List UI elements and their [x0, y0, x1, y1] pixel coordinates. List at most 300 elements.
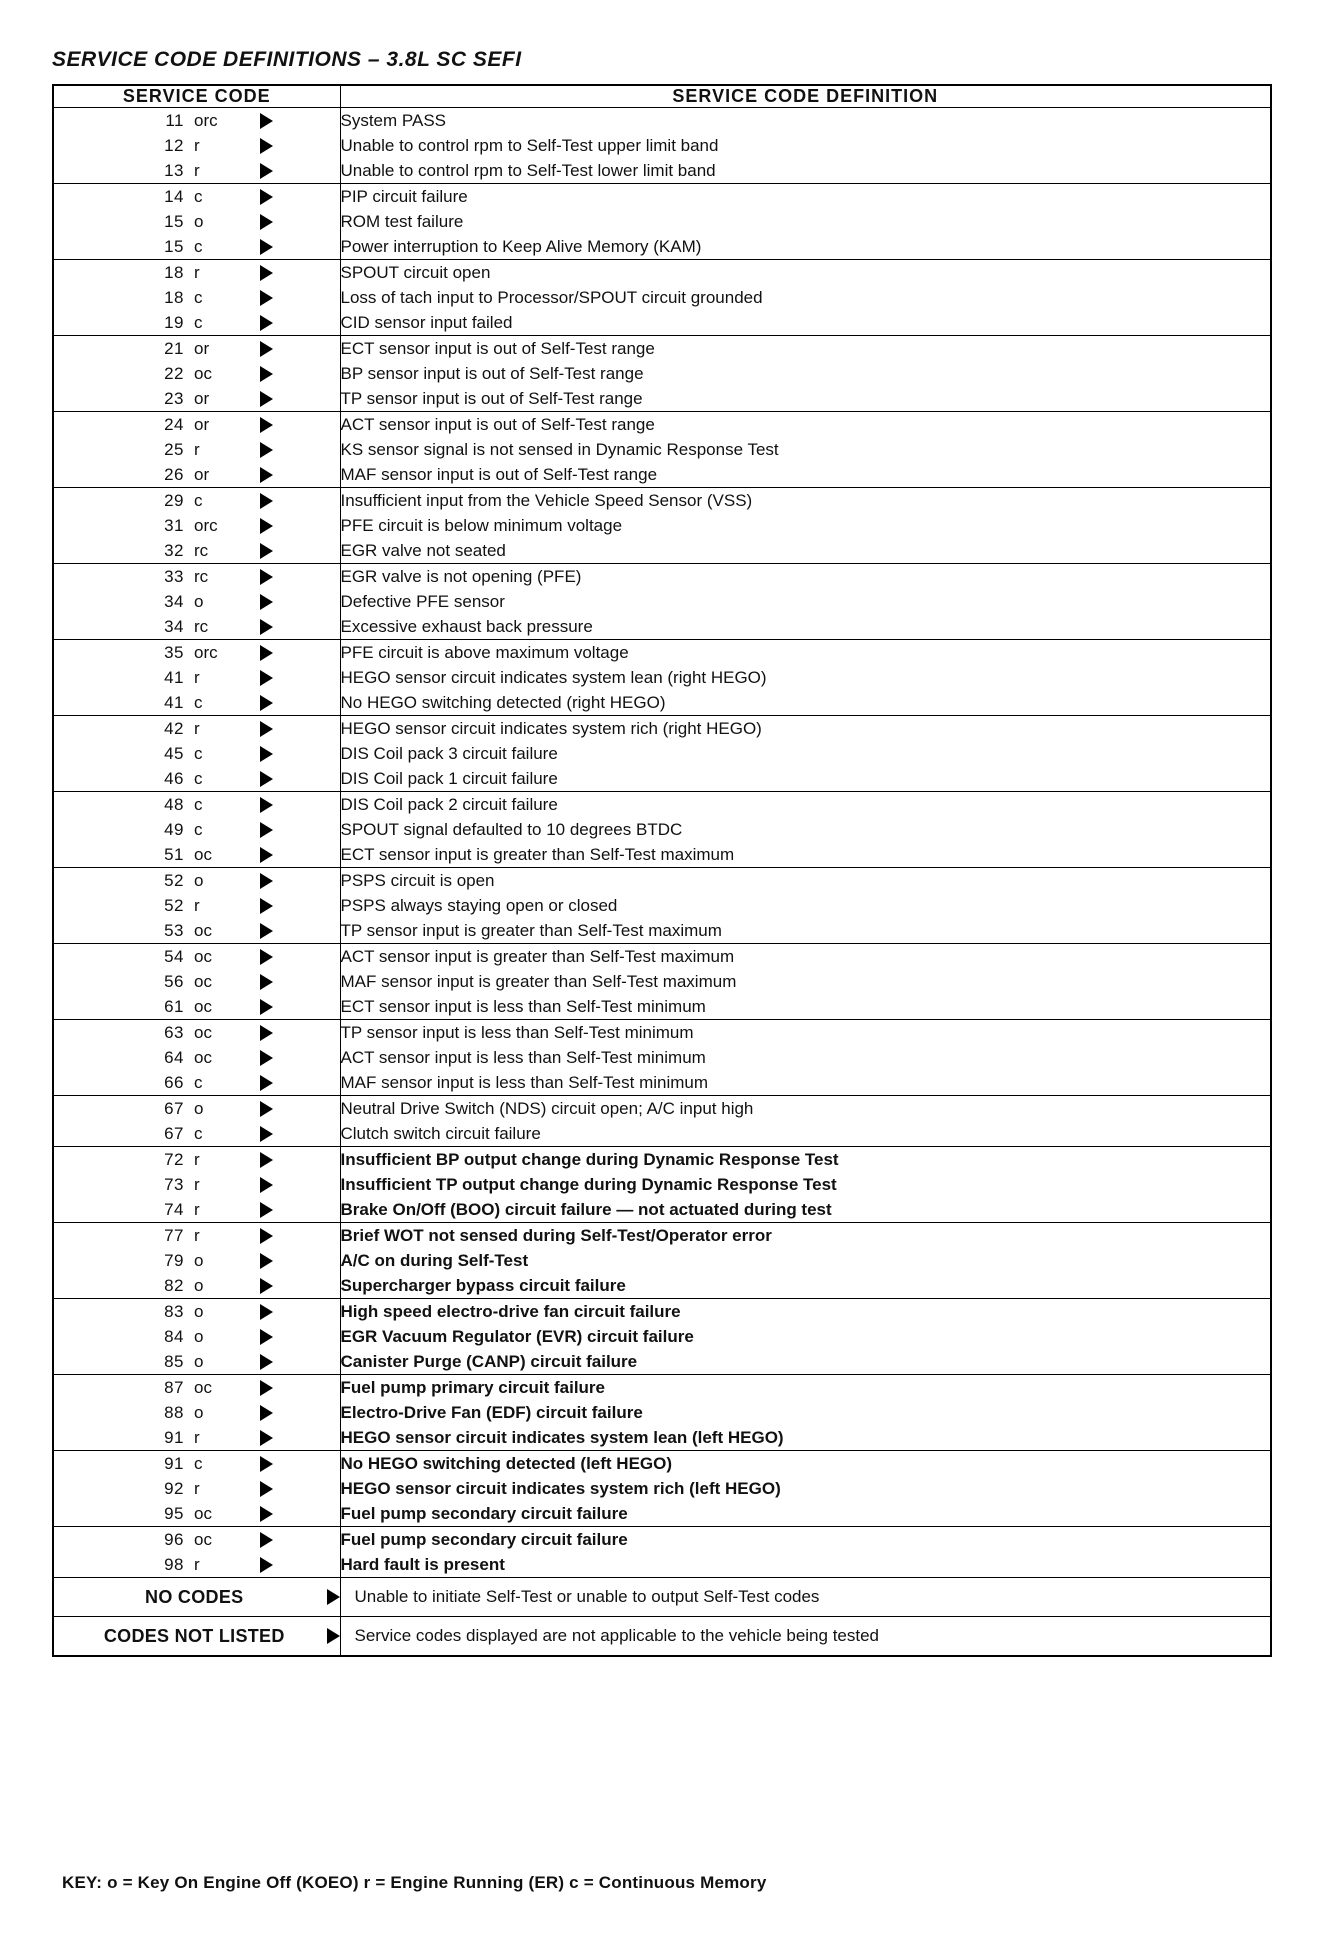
code-entry: [54, 361, 340, 386]
definition-text: No HEGO switching detected (left HEGO): [340, 1454, 673, 1473]
definition-text: High speed electro-drive fan circuit failure: [340, 1302, 681, 1321]
code-entry: [54, 1527, 340, 1552]
code-number: 19: [164, 312, 184, 332]
definition-text: HEGO sensor circuit indicates system lean (right HEGO): [340, 668, 767, 687]
code-mode-letters: rc: [194, 540, 209, 560]
right-arrow-icon: [260, 391, 273, 407]
right-arrow-icon: [260, 1253, 273, 1269]
code-cell: [53, 108, 340, 184]
code-number: 49: [164, 819, 184, 839]
code-entry: [54, 792, 340, 817]
table-row: [53, 1617, 1271, 1657]
definition-text: Fuel pump secondary circuit failure: [340, 1530, 628, 1549]
code-entry: [54, 538, 340, 563]
definition-text: KS sensor signal is not sensed in Dynamic Response Test: [340, 440, 779, 459]
code-mode-letters: o: [194, 591, 204, 611]
definition-cell: [340, 488, 1271, 564]
code-mode-letters: oc: [194, 1503, 212, 1523]
table-row: [53, 184, 1271, 260]
definition-text: No HEGO switching detected (right HEGO): [340, 693, 666, 712]
definition-text: PSPS always staying open or closed: [340, 896, 618, 915]
table-row: [53, 412, 1271, 488]
definition-text: HEGO sensor circuit indicates system rich (right HEGO): [340, 719, 762, 738]
code-cell: [53, 336, 340, 412]
key-legend: KEY: o = Key On Engine Off (KOEO) r = Engine Running (ER) c = Continuous Memory: [62, 1873, 767, 1892]
code-number: 32: [164, 540, 184, 560]
code-entry: [54, 589, 340, 614]
code-entry: [54, 690, 340, 715]
code-number: 95: [164, 1503, 184, 1523]
definition-text: Supercharger bypass circuit failure: [340, 1276, 626, 1295]
code-entry: [54, 640, 340, 665]
code-mode-letters: rc: [194, 566, 209, 586]
right-arrow-icon: [260, 1456, 273, 1472]
right-arrow-icon: [260, 239, 273, 255]
code-number: 33: [164, 566, 184, 586]
table-header: [53, 85, 1271, 108]
right-arrow-icon: [260, 265, 273, 281]
code-mode-letters: oc: [194, 1529, 212, 1549]
definition-text: EGR valve not seated: [340, 541, 506, 560]
code-entry: [54, 1147, 340, 1172]
code-mode-letters: o: [194, 1098, 204, 1118]
code-entry: [54, 1045, 340, 1070]
code-number: 35: [164, 642, 184, 662]
right-arrow-icon: [260, 974, 273, 990]
code-mode-letters: c: [194, 186, 203, 206]
definition-cell: [340, 564, 1271, 640]
code-cell: [53, 1527, 340, 1578]
code-entry: [54, 994, 340, 1019]
definition-cell: [340, 412, 1271, 488]
right-arrow-icon: [260, 315, 273, 331]
code-entry: [54, 1349, 340, 1374]
code-cell: [53, 260, 340, 336]
code-number: 82: [164, 1275, 184, 1295]
code-mode-letters: c: [194, 287, 203, 307]
right-arrow-icon: [260, 467, 273, 483]
code-mode-letters: c: [194, 236, 203, 256]
definition-text: Loss of tach input to Processor/SPOUT circuit grounded: [340, 288, 763, 307]
code-number: 92: [164, 1478, 184, 1498]
code-number: 77: [164, 1225, 184, 1245]
right-arrow-icon: [260, 1025, 273, 1041]
service-code-table: [52, 84, 1272, 1657]
code-number: 96: [164, 1529, 184, 1549]
definition-text: Unable to initiate Self-Test or unable to output Self-Test codes: [354, 1587, 820, 1606]
code-mode-letters: r: [194, 895, 200, 915]
code-mode-letters: o: [194, 211, 204, 231]
code-number: 52: [164, 895, 184, 915]
definition-cell: [340, 260, 1271, 336]
service-code-table-wrapper: [52, 84, 1270, 1657]
code-entry: [54, 1172, 340, 1197]
code-number: 13: [164, 160, 184, 180]
code-entry: [54, 1070, 340, 1095]
code-entry: [54, 944, 340, 969]
right-arrow-icon: [260, 1481, 273, 1497]
code-mode-letters: o: [194, 1301, 204, 1321]
code-entry: [54, 665, 340, 690]
right-arrow-icon: [260, 1126, 273, 1142]
code-entry: [54, 260, 340, 285]
table-row: [53, 564, 1271, 640]
right-arrow-icon: [260, 163, 273, 179]
definition-cell: [340, 1223, 1271, 1299]
right-arrow-icon: [260, 543, 273, 559]
right-arrow-icon: [260, 1329, 273, 1345]
right-arrow-icon: [260, 721, 273, 737]
code-mode-letters: r: [194, 1174, 200, 1194]
code-entry: [54, 158, 340, 183]
code-mode-letters: r: [194, 1225, 200, 1245]
right-arrow-icon: [260, 214, 273, 230]
table-row: [53, 260, 1271, 336]
code-mode-letters: o: [194, 1250, 204, 1270]
code-number: 53: [164, 920, 184, 940]
code-cell: [53, 1147, 340, 1223]
code-entry: [54, 1476, 340, 1501]
definition-cell: [340, 184, 1271, 260]
code-entry: [54, 234, 340, 259]
right-arrow-icon: [260, 1380, 273, 1396]
definition-text: Fuel pump primary circuit failure: [340, 1378, 606, 1397]
definition-text: CID sensor input failed: [340, 313, 513, 332]
code-number: 15: [164, 211, 184, 231]
code-cell: [53, 184, 340, 260]
right-arrow-icon: [260, 847, 273, 863]
code-cell: [53, 564, 340, 640]
code-entry: [54, 386, 340, 411]
right-arrow-icon: [260, 949, 273, 965]
code-number: 83: [164, 1301, 184, 1321]
definition-text: MAF sensor input is greater than Self-Test maximum: [340, 972, 737, 991]
code-mode-letters: or: [194, 414, 210, 434]
code-number: 85: [164, 1351, 184, 1371]
definition-text: DIS Coil pack 3 circuit failure: [340, 744, 558, 763]
code-number: 73: [164, 1174, 184, 1194]
definition-text: Electro-Drive Fan (EDF) circuit failure: [340, 1403, 643, 1422]
definition-text: Hard fault is present: [340, 1555, 505, 1574]
definition-text: HEGO sensor circuit indicates system rich (left HEGO): [340, 1479, 781, 1498]
definition-text: TP sensor input is greater than Self-Test maximum: [340, 921, 722, 940]
code-entry: [54, 868, 340, 893]
code-number: 21: [164, 338, 184, 358]
right-arrow-icon: [260, 569, 273, 585]
code-entry: [54, 1121, 340, 1146]
code-mode-letters: r: [194, 1478, 200, 1498]
code-number: 56: [164, 971, 184, 991]
code-entry: [54, 1299, 340, 1324]
code-number: 18: [164, 287, 184, 307]
code-number: 79: [164, 1250, 184, 1270]
definition-text: Brake On/Off (BOO) circuit failure — not actuated during test: [340, 1200, 832, 1219]
definition-text: EGR valve is not opening (PFE): [340, 567, 582, 586]
table-row: [53, 640, 1271, 716]
code-entry: [54, 1324, 340, 1349]
code-mode-letters: oc: [194, 844, 212, 864]
code-mode-letters: c: [194, 1123, 203, 1143]
code-entry: [54, 842, 340, 867]
code-mode-letters: r: [194, 1427, 200, 1447]
column-header-service-code: SERVICE CODE: [53, 85, 340, 108]
code-entry: [54, 1584, 340, 1610]
code-cell: [53, 640, 340, 716]
code-entry: [54, 817, 340, 842]
right-arrow-icon: [260, 619, 273, 635]
definition-cell: [340, 640, 1271, 716]
code-number: 91: [164, 1427, 184, 1447]
code-mode-letters: o: [194, 870, 204, 890]
definition-text: DIS Coil pack 1 circuit failure: [340, 769, 558, 788]
definition-text: Unable to control rpm to Self-Test upper limit band: [340, 136, 719, 155]
code-number: 41: [164, 692, 184, 712]
code-cell: [53, 1375, 340, 1451]
table-row: [53, 336, 1271, 412]
code-entry: [54, 564, 340, 589]
code-number: 67: [164, 1098, 184, 1118]
code-entry: [54, 1375, 340, 1400]
definition-text: MAF sensor input is out of Self-Test range: [340, 465, 658, 484]
code-cell: [53, 1617, 340, 1657]
code-mode-letters: oc: [194, 946, 212, 966]
definition-text: A/C on during Self-Test: [340, 1251, 529, 1270]
right-arrow-icon: [260, 695, 273, 711]
column-header-service-code-definition: SERVICE CODE DEFINITION: [340, 85, 1271, 108]
code-mode-letters: o: [194, 1351, 204, 1371]
definition-cell: [340, 1147, 1271, 1223]
table-row: [53, 1578, 1271, 1617]
code-entry: [54, 918, 340, 943]
definition-text: EGR Vacuum Regulator (EVR) circuit failure: [340, 1327, 694, 1346]
definition-cell: [340, 1020, 1271, 1096]
right-arrow-icon: [260, 999, 273, 1015]
code-mode-letters: oc: [194, 996, 212, 1016]
code-number: 64: [164, 1047, 184, 1067]
code-mode-letters: o: [194, 1275, 204, 1295]
right-arrow-icon: [260, 1557, 273, 1573]
code-number: 31: [164, 515, 184, 535]
code-number: 34: [164, 591, 184, 611]
code-number: 29: [164, 490, 184, 510]
table-row: [53, 944, 1271, 1020]
right-arrow-icon: [260, 670, 273, 686]
definition-cell: [340, 1096, 1271, 1147]
code-mode-letters: r: [194, 135, 200, 155]
code-cell: [53, 488, 340, 564]
code-entry: [54, 1223, 340, 1248]
code-number: 52: [164, 870, 184, 890]
code-mode-letters: or: [194, 388, 210, 408]
right-arrow-icon: [260, 1075, 273, 1091]
code-entry: [54, 716, 340, 741]
definition-text: ROM test failure: [340, 212, 464, 231]
table-row: [53, 792, 1271, 868]
code-entry: [54, 1248, 340, 1273]
code-number: 66: [164, 1072, 184, 1092]
right-arrow-icon: [260, 1202, 273, 1218]
code-cell: [53, 1096, 340, 1147]
code-entry: [54, 310, 340, 335]
code-mode-letters: oc: [194, 1377, 212, 1397]
code-entry: [54, 893, 340, 918]
code-mode-letters: r: [194, 1199, 200, 1219]
code-entry: [54, 209, 340, 234]
code-mode-letters: r: [194, 439, 200, 459]
definition-cell: [340, 1527, 1271, 1578]
code-mode-letters: c: [194, 692, 203, 712]
definition-text: Fuel pump secondary circuit failure: [340, 1504, 628, 1523]
right-arrow-icon: [260, 1177, 273, 1193]
definition-cell: [340, 1375, 1271, 1451]
right-arrow-icon: [260, 1405, 273, 1421]
right-arrow-icon: [260, 822, 273, 838]
right-arrow-icon: [260, 518, 273, 534]
definition-text: TP sensor input is out of Self-Test range: [340, 389, 643, 408]
code-label-text: CODES NOT LISTED: [103, 1625, 285, 1646]
definition-text: Insufficient BP output change during Dynamic Response Test: [340, 1150, 839, 1169]
code-number: 84: [164, 1326, 184, 1346]
code-number: 25: [164, 439, 184, 459]
code-number: 61: [164, 996, 184, 1016]
code-cell: [53, 1223, 340, 1299]
code-cell: [53, 412, 340, 488]
code-number: 41: [164, 667, 184, 687]
code-number: 91: [164, 1453, 184, 1473]
code-mode-letters: orc: [194, 642, 218, 662]
code-number: 14: [164, 186, 184, 206]
definition-text: MAF sensor input is less than Self-Test minimum: [340, 1073, 709, 1092]
code-number: 12: [164, 135, 184, 155]
definition-cell: [340, 1451, 1271, 1527]
code-entry: [54, 462, 340, 487]
definition-text: PIP circuit failure: [340, 187, 468, 206]
table-body: [53, 108, 1271, 1657]
right-arrow-icon: [260, 1506, 273, 1522]
definition-text: TP sensor input is less than Self-Test minimum: [340, 1023, 694, 1042]
page-title: SERVICE CODE DEFINITIONS – 3.8L SC SEFI: [52, 48, 522, 71]
code-mode-letters: oc: [194, 920, 212, 940]
definition-text: ECT sensor input is greater than Self-Test maximum: [340, 845, 735, 864]
right-arrow-icon: [260, 493, 273, 509]
code-mode-letters: or: [194, 338, 210, 358]
code-mode-letters: oc: [194, 1022, 212, 1042]
code-mode-letters: oc: [194, 363, 212, 383]
definition-cell: [340, 1617, 1271, 1657]
code-mode-letters: c: [194, 490, 203, 510]
code-mode-letters: c: [194, 312, 203, 332]
definition-cell: [340, 792, 1271, 868]
code-entry: [54, 513, 340, 538]
code-number: 67: [164, 1123, 184, 1143]
code-number: 24: [164, 414, 184, 434]
code-entry: [54, 1552, 340, 1577]
right-arrow-icon: [260, 417, 273, 433]
right-arrow-icon: [260, 746, 273, 762]
code-number: 23: [164, 388, 184, 408]
code-entry: [54, 336, 340, 361]
definition-text: ACT sensor input is out of Self-Test range: [340, 415, 655, 434]
code-entry: [54, 488, 340, 513]
right-arrow-icon: [260, 771, 273, 787]
code-number: 45: [164, 743, 184, 763]
table-row: [53, 1147, 1271, 1223]
definition-text: SPOUT signal defaulted to 10 degrees BTDC: [340, 820, 683, 839]
definition-text: HEGO sensor circuit indicates system lean (left HEGO): [340, 1428, 784, 1447]
right-arrow-icon: [260, 1430, 273, 1446]
right-arrow-icon: [327, 1628, 340, 1644]
right-arrow-icon: [260, 1152, 273, 1168]
code-number: 51: [164, 844, 184, 864]
table-row: [53, 1375, 1271, 1451]
definition-text: Service codes displayed are not applicable to the vehicle being tested: [354, 1626, 880, 1645]
code-number: 11: [165, 110, 184, 130]
definition-text: PFE circuit is above maximum voltage: [340, 643, 629, 662]
definition-cell: [340, 868, 1271, 944]
code-mode-letters: c: [194, 1453, 203, 1473]
code-number: 98: [164, 1554, 184, 1574]
right-arrow-icon: [260, 366, 273, 382]
code-number: 72: [164, 1149, 184, 1169]
table-header-row: [53, 85, 1271, 108]
right-arrow-icon: [260, 1304, 273, 1320]
table-row: [53, 1527, 1271, 1578]
definition-text: System PASS: [340, 111, 446, 130]
code-mode-letters: or: [194, 464, 210, 484]
code-mode-letters: c: [194, 1072, 203, 1092]
code-number: 46: [164, 768, 184, 788]
code-entry: [54, 1197, 340, 1222]
right-arrow-icon: [260, 898, 273, 914]
right-arrow-icon: [260, 797, 273, 813]
definition-text: Power interruption to Keep Alive Memory (KAM): [340, 237, 702, 256]
right-arrow-icon: [260, 923, 273, 939]
code-entry: [54, 108, 340, 133]
code-mode-letters: o: [194, 1402, 204, 1422]
code-mode-letters: o: [194, 1326, 204, 1346]
code-mode-letters: oc: [194, 1047, 212, 1067]
right-arrow-icon: [260, 138, 273, 154]
code-entry: [54, 766, 340, 791]
table-row: [53, 108, 1271, 184]
definition-cell: [340, 944, 1271, 1020]
code-mode-letters: c: [194, 743, 203, 763]
table-row: [53, 1451, 1271, 1527]
definition-text: Unable to control rpm to Self-Test lower limit band: [340, 161, 716, 180]
definition-text: ACT sensor input is less than Self-Test minimum: [340, 1048, 706, 1067]
code-cell: [53, 1451, 340, 1527]
right-arrow-icon: [260, 645, 273, 661]
code-cell: [53, 1299, 340, 1375]
code-entry: [54, 1096, 340, 1121]
code-entry: [54, 969, 340, 994]
code-entry: [54, 1400, 340, 1425]
code-entry: [54, 614, 340, 639]
code-number: 18: [164, 262, 184, 282]
right-arrow-icon: [260, 113, 273, 129]
right-arrow-icon: [327, 1589, 340, 1605]
table-row: [53, 1299, 1271, 1375]
definition-text: Defective PFE sensor: [340, 592, 505, 611]
definition-cell: [340, 1578, 1271, 1617]
code-number: 34: [164, 616, 184, 636]
code-cell: [53, 868, 340, 944]
code-mode-letters: c: [194, 768, 203, 788]
definition-text: Neutral Drive Switch (NDS) circuit open; A/C input high: [340, 1099, 754, 1118]
definition-text: PFE circuit is below minimum voltage: [340, 516, 623, 535]
code-entry: [54, 1273, 340, 1298]
definition-text: ECT sensor input is out of Self-Test range: [340, 339, 655, 358]
